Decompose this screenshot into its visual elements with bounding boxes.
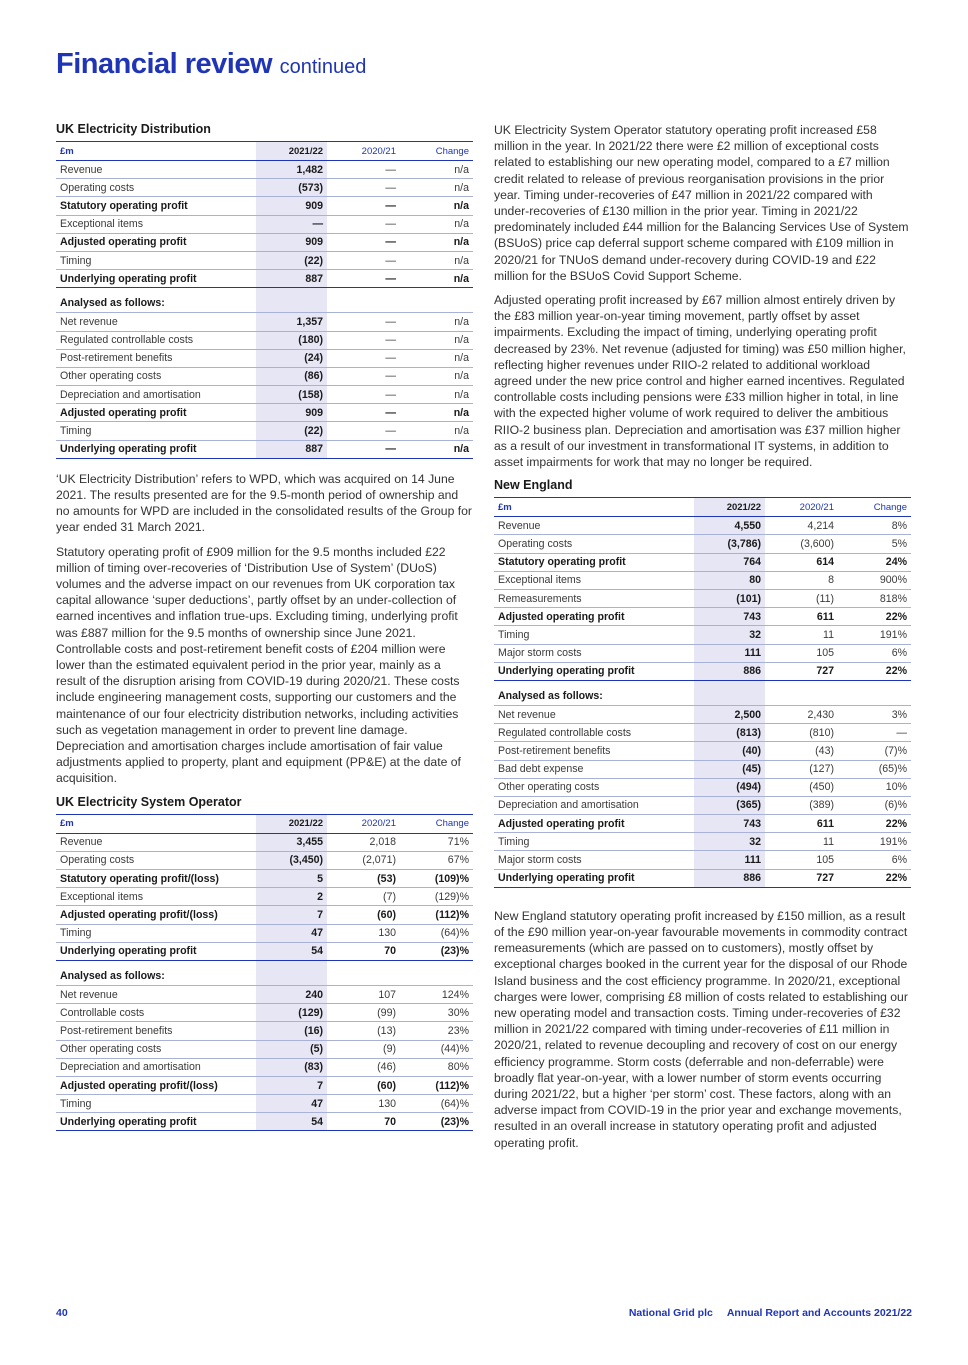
value-2021-22: 1,357	[256, 313, 327, 331]
value-2021-22: 887	[256, 270, 327, 288]
value-2021-22: 1,482	[256, 161, 327, 179]
table-row	[494, 553, 911, 571]
row-label: Regulated controllable costs	[494, 724, 694, 742]
row-label: Operating costs	[56, 851, 256, 869]
value-2020-21: 105	[765, 851, 838, 869]
value-2021-22: (83)	[256, 1058, 327, 1076]
table-row	[494, 644, 911, 662]
row-label: Net revenue	[56, 313, 256, 331]
table-row	[494, 869, 911, 887]
table-row	[56, 313, 473, 331]
table-row	[56, 1095, 473, 1113]
value-2020-21: 611	[765, 815, 838, 833]
value-2021-22: 764	[694, 553, 765, 571]
ukeso-table	[56, 814, 473, 1132]
left-column	[56, 122, 473, 1131]
section-row	[56, 960, 473, 985]
page-subtitle: continued	[279, 56, 367, 78]
table-row	[56, 349, 473, 367]
table-row	[56, 367, 473, 385]
value-2021-22: (3,450)	[256, 851, 327, 869]
value-2020-21: (53)	[327, 870, 400, 888]
table-row	[494, 608, 911, 626]
page-number: 40	[56, 1307, 68, 1319]
value-change: 191%	[838, 833, 911, 851]
table-row	[494, 535, 911, 553]
value-2020-21: —	[327, 161, 400, 179]
uked-table	[56, 141, 473, 459]
section-spacer	[400, 960, 473, 985]
value-change: n/a	[400, 197, 473, 215]
value-change: (7)%	[838, 742, 911, 760]
value-2020-21: —	[327, 233, 400, 251]
row-label: Timing	[56, 1095, 256, 1113]
value-2020-21: (13)	[327, 1022, 400, 1040]
table-row	[494, 626, 911, 644]
value-2020-21: (7)	[327, 888, 400, 906]
value-change: 6%	[838, 851, 911, 869]
row-label: Operating costs	[56, 179, 256, 197]
table-row	[56, 386, 473, 404]
table-row	[494, 833, 911, 851]
value-change: 71%	[400, 833, 473, 851]
col-header-label: £m	[56, 814, 256, 833]
value-2021-22: (5)	[256, 1040, 327, 1058]
value-2021-22: 111	[694, 644, 765, 662]
value-change: n/a	[400, 386, 473, 404]
value-2020-21: (389)	[765, 796, 838, 814]
row-label: Revenue	[56, 161, 256, 179]
col-header-change: Change	[838, 498, 911, 517]
value-2021-22: 887	[256, 440, 327, 458]
value-2021-22: 54	[256, 942, 327, 960]
row-label: Timing	[494, 833, 694, 851]
value-change: n/a	[400, 404, 473, 422]
section-row	[494, 680, 911, 705]
value-2021-22: 2	[256, 888, 327, 906]
ne-para-1: New England statutory operating profit increased by £150 million, as a result of the £90 million year-on-year favourable movements in commodity contract remeasurements (which are passed on to customers), mostly offset by exceptional charges booked in the current year for the disposal of our Rhode Island business and the cost efficiency programme. In 2020/21, exceptional charges were lower, comprising £8 million of costs related to establishing our new operating model and transaction costs. Timing under-recoveries of £32 million in 2021/22 compared with timing under-recoveries of £11 million in 2020/21, related to revenue decoupling and recovery of cost on our energy efficiency programme. Storm costs (deferrable and non-deferrable) were broadly flat year-on-year, with a lower number of storm events occurring during 2021/22, but a higher ‘per storm’ cost. These factors, along with an adverse impact from COVID-19 in the prior year and exchange movements, resulted in an overall increase in statutory operating profit and adjusted operating profit.	[494, 908, 908, 1150]
value-2020-21: 11	[765, 626, 838, 644]
value-2021-22: 111	[694, 851, 765, 869]
value-change: —	[838, 724, 911, 742]
table-row	[56, 440, 473, 458]
value-2020-21: —	[327, 197, 400, 215]
value-2020-21: —	[327, 215, 400, 233]
value-change: (112)%	[400, 1076, 473, 1094]
row-label: Depreciation and amortisation	[494, 796, 694, 814]
row-label: Remeasurements	[494, 590, 694, 608]
col-header-current: 2021/22	[256, 142, 327, 161]
value-2021-22: (40)	[694, 742, 765, 760]
value-2021-22: —	[256, 215, 327, 233]
value-change: (44)%	[400, 1040, 473, 1058]
table-row	[56, 1022, 473, 1040]
value-change: 67%	[400, 851, 473, 869]
value-2021-22: 909	[256, 233, 327, 251]
col-header-prior: 2020/21	[327, 142, 400, 161]
value-change: n/a	[400, 331, 473, 349]
value-2021-22: (129)	[256, 1004, 327, 1022]
value-change: 22%	[838, 869, 911, 887]
row-label: Bad debt expense	[494, 760, 694, 778]
section-spacer	[694, 680, 765, 705]
value-2021-22: (101)	[694, 590, 765, 608]
section-spacer	[256, 960, 327, 985]
table-row	[56, 1113, 473, 1131]
row-label: Net revenue	[56, 985, 256, 1003]
section-spacer	[327, 288, 400, 313]
row-label: Underlying operating profit	[494, 662, 694, 680]
value-2021-22: 743	[694, 608, 765, 626]
row-label: Underlying operating profit	[56, 440, 256, 458]
value-2020-21: 130	[327, 1095, 400, 1113]
value-2020-21: (450)	[765, 778, 838, 796]
value-2021-22: 7	[256, 1076, 327, 1094]
value-2020-21: 2,430	[765, 705, 838, 723]
row-label: Major storm costs	[494, 644, 694, 662]
table-row	[56, 924, 473, 942]
table-header-row	[494, 498, 911, 517]
value-2020-21: —	[327, 251, 400, 269]
value-2021-22: (86)	[256, 367, 327, 385]
row-label: Underlying operating profit	[56, 270, 256, 288]
value-2020-21: —	[327, 404, 400, 422]
value-2021-22: 7	[256, 906, 327, 924]
value-2021-22: (158)	[256, 386, 327, 404]
value-2020-21: 107	[327, 985, 400, 1003]
value-2020-21: (810)	[765, 724, 838, 742]
table-row	[494, 760, 911, 778]
table-row	[494, 590, 911, 608]
value-2021-22: 886	[694, 869, 765, 887]
row-label: Regulated controllable costs	[56, 331, 256, 349]
row-label: Net revenue	[494, 705, 694, 723]
value-2020-21: 2,018	[327, 833, 400, 851]
table-row	[56, 270, 473, 288]
value-change: 900%	[838, 571, 911, 589]
table-row	[56, 1004, 473, 1022]
row-label: Exceptional items	[56, 215, 256, 233]
value-change: (23)%	[400, 942, 473, 960]
table-header-row	[56, 142, 473, 161]
row-label: Underlying operating profit	[56, 1113, 256, 1131]
value-change: n/a	[400, 349, 473, 367]
value-2021-22: 80	[694, 571, 765, 589]
value-2021-22: 909	[256, 404, 327, 422]
value-2020-21: (46)	[327, 1058, 400, 1076]
table-row	[494, 517, 911, 535]
row-label: Other operating costs	[56, 1040, 256, 1058]
value-2021-22: (813)	[694, 724, 765, 742]
row-label: Exceptional items	[56, 888, 256, 906]
value-2021-22: 32	[694, 626, 765, 644]
value-2021-22: (573)	[256, 179, 327, 197]
value-2020-21: 4,214	[765, 517, 838, 535]
table-row	[56, 1040, 473, 1058]
value-change: n/a	[400, 270, 473, 288]
value-2020-21: (99)	[327, 1004, 400, 1022]
value-2021-22: 3,455	[256, 833, 327, 851]
value-2020-21: —	[327, 349, 400, 367]
value-change: n/a	[400, 367, 473, 385]
row-label: Depreciation and amortisation	[56, 386, 256, 404]
value-change: n/a	[400, 233, 473, 251]
row-label: Timing	[56, 924, 256, 942]
value-2020-21: (11)	[765, 590, 838, 608]
row-label: Controllable costs	[56, 1004, 256, 1022]
row-label: Post-retirement benefits	[494, 742, 694, 760]
right-column	[494, 122, 911, 1159]
row-label: Timing	[56, 251, 256, 269]
value-2020-21: 614	[765, 553, 838, 571]
uked-title: UK Electricity Distribution	[56, 122, 211, 136]
section-label: Analysed as follows:	[56, 960, 256, 985]
uked-para-1: ‘UK Electricity Distribution’ refers to WPD, which was acquired on 14 June 2021. The results presented are for the 9.5-month period of ownership and no amounts for WPD are included in the consolidated results of the Group for year ended 31 March 2021.	[56, 471, 472, 535]
section-label: Analysed as follows:	[494, 680, 694, 705]
value-2021-22: (22)	[256, 251, 327, 269]
table-row	[56, 888, 473, 906]
ukeso-title: UK Electricity System Operator	[56, 794, 242, 809]
row-label: Other operating costs	[56, 367, 256, 385]
value-2021-22: 47	[256, 924, 327, 942]
value-2020-21: (43)	[765, 742, 838, 760]
table-row	[56, 906, 473, 924]
table-row	[56, 215, 473, 233]
value-2020-21: 11	[765, 833, 838, 851]
section-spacer	[327, 960, 400, 985]
row-label: Exceptional items	[494, 571, 694, 589]
col-header-change: Change	[400, 142, 473, 161]
value-change: (112)%	[400, 906, 473, 924]
value-2020-21: 727	[765, 662, 838, 680]
value-change: (64)%	[400, 1095, 473, 1113]
value-2020-21: —	[327, 313, 400, 331]
value-change: n/a	[400, 313, 473, 331]
value-change: 22%	[838, 662, 911, 680]
table-row	[56, 870, 473, 888]
row-label: Statutory operating profit	[56, 197, 256, 215]
value-change: (64)%	[400, 924, 473, 942]
value-2020-21: 70	[327, 942, 400, 960]
row-label: Post-retirement benefits	[56, 1022, 256, 1040]
value-change: 3%	[838, 705, 911, 723]
col-header-change: Change	[400, 814, 473, 833]
table-row	[494, 662, 911, 680]
value-2020-21: 8	[765, 571, 838, 589]
value-2021-22: (45)	[694, 760, 765, 778]
value-2020-21: (127)	[765, 760, 838, 778]
value-2020-21: —	[327, 270, 400, 288]
value-change: 10%	[838, 778, 911, 796]
table-row	[56, 942, 473, 960]
value-change: 818%	[838, 590, 911, 608]
value-2020-21: —	[327, 331, 400, 349]
table-row	[56, 404, 473, 422]
section-spacer	[256, 288, 327, 313]
value-change: 6%	[838, 644, 911, 662]
value-2021-22: 47	[256, 1095, 327, 1113]
value-change: 124%	[400, 985, 473, 1003]
value-2021-22: 32	[694, 833, 765, 851]
value-2020-21: (60)	[327, 906, 400, 924]
section-spacer	[765, 680, 838, 705]
row-label: Major storm costs	[494, 851, 694, 869]
col-header-prior: 2020/21	[327, 814, 400, 833]
value-2021-22: (16)	[256, 1022, 327, 1040]
value-2021-22: (180)	[256, 331, 327, 349]
table-row	[494, 742, 911, 760]
value-2021-22: 2,500	[694, 705, 765, 723]
value-2021-22: 4,550	[694, 517, 765, 535]
value-change: n/a	[400, 422, 473, 440]
table-row	[56, 1076, 473, 1094]
page-title: Financial review continued	[56, 48, 367, 80]
ukeso-para-2: Adjusted operating profit increased by £67 million almost entirely driven by the £83 million year-on-year timing movement, partly offset by asset impairments. Excluding the impact of timing, underlying operating profit decreased by 23%. Net revenue (adjusted for timing) was £50 million higher, reflecting higher revenues under RIIO-2 related to additional workload agreed under the new price control and higher earned incentives. Regulated controllable costs including pensions were £33 million higher in total, in line with the expected higher volume of work required to deliver the ambitious RIIO-2 business plan. Depreciation and amortisation was £37 million higher as a result of our investment in transformational IT systems, in addition to asset impairments for work that may no longer be required.	[494, 293, 906, 470]
row-label: Other operating costs	[494, 778, 694, 796]
value-2021-22: 54	[256, 1113, 327, 1131]
value-2021-22: 240	[256, 985, 327, 1003]
table-header-row	[56, 814, 473, 833]
section-row	[56, 288, 473, 313]
table-row	[56, 161, 473, 179]
value-change: (109)%	[400, 870, 473, 888]
uked-para-2: Statutory operating profit of £909 million for the 9.5 months included £22 million of timing over-recoveries of ‘Distribution Use of System’ (DUoS) volumes and the adverse impact on our revenues from UK corporation tax capital allowance ‘super deductions’, partly offset by an under-collection of earned incentives and inflation true-ups. Excluding timing, underlying profit was £887 million for the 9.5 months of ownership since June 2021. Controllable costs and post-retirement benefit costs of £204 million were lower than the estimated equivalent period in the prior year, mainly as a result of the disruption arising from COVID-19 during 2020/21. These costs include engineering management costs, supporting our customers and the maintenance of our four electricity distribution networks, including activities such as vegetation management in order to prevent line damage. Depreciation and amortisation charges include amortisation of fair value adjustments applied to property, plant and equipment (PP&E) at the date of acquisition.	[56, 544, 461, 786]
value-change: 23%	[400, 1022, 473, 1040]
footer-report	[629, 1307, 912, 1319]
col-header-current: 2021/22	[256, 814, 327, 833]
row-label: Adjusted operating profit	[56, 233, 256, 251]
table-row	[494, 724, 911, 742]
value-2021-22: (3,786)	[694, 535, 765, 553]
table-row	[56, 1058, 473, 1076]
row-label: Underlying operating profit	[56, 942, 256, 960]
table-row	[494, 571, 911, 589]
value-change: (129)%	[400, 888, 473, 906]
col-header-label: £m	[494, 498, 694, 517]
value-2021-22: 743	[694, 815, 765, 833]
value-2020-21: (9)	[327, 1040, 400, 1058]
value-2020-21: —	[327, 179, 400, 197]
value-change: (65)%	[838, 760, 911, 778]
value-2021-22: 886	[694, 662, 765, 680]
value-change: (6)%	[838, 796, 911, 814]
value-change: 8%	[838, 517, 911, 535]
section-label: Analysed as follows:	[56, 288, 256, 313]
row-label: Adjusted operating profit	[494, 815, 694, 833]
value-2020-21: (2,071)	[327, 851, 400, 869]
table-row	[494, 815, 911, 833]
table-row	[56, 851, 473, 869]
row-label: Depreciation and amortisation	[56, 1058, 256, 1076]
value-change: n/a	[400, 440, 473, 458]
col-header-prior: 2020/21	[765, 498, 838, 517]
value-change: 80%	[400, 1058, 473, 1076]
value-change: 5%	[838, 535, 911, 553]
value-2020-21: 611	[765, 608, 838, 626]
row-label: Operating costs	[494, 535, 694, 553]
row-label: Timing	[56, 422, 256, 440]
value-2020-21: 727	[765, 869, 838, 887]
row-label: Statutory operating profit/(loss)	[56, 870, 256, 888]
row-label: Underlying operating profit	[494, 869, 694, 887]
col-header-label: £m	[56, 142, 256, 161]
value-2021-22: (494)	[694, 778, 765, 796]
footer-company: National Grid plc	[628, 1307, 713, 1319]
table-row	[494, 705, 911, 723]
row-label: Revenue	[56, 833, 256, 851]
ne-table	[494, 497, 911, 888]
row-label: Post-retirement benefits	[56, 349, 256, 367]
table-row	[56, 833, 473, 851]
table-row	[56, 985, 473, 1003]
table-row	[494, 851, 911, 869]
value-2020-21: —	[327, 367, 400, 385]
value-2021-22: (22)	[256, 422, 327, 440]
value-2020-21: —	[327, 440, 400, 458]
row-label: Adjusted operating profit/(loss)	[56, 1076, 256, 1094]
value-change: 191%	[838, 626, 911, 644]
value-2020-21: 105	[765, 644, 838, 662]
section-spacer	[400, 288, 473, 313]
value-change: (23)%	[400, 1113, 473, 1131]
value-change: n/a	[400, 179, 473, 197]
value-change: n/a	[400, 161, 473, 179]
table-row	[494, 778, 911, 796]
table-row	[56, 179, 473, 197]
value-change: n/a	[400, 251, 473, 269]
value-2021-22: (365)	[694, 796, 765, 814]
ne-title: New England	[494, 478, 573, 493]
table-row	[56, 331, 473, 349]
row-label: Statutory operating profit	[494, 553, 694, 571]
value-2020-21: (3,600)	[765, 535, 838, 553]
value-change: 22%	[838, 815, 911, 833]
table-row	[56, 422, 473, 440]
value-2020-21: —	[327, 386, 400, 404]
table-row	[494, 796, 911, 814]
section-spacer	[838, 680, 911, 705]
row-label: Adjusted operating profit/(loss)	[56, 906, 256, 924]
row-label: Adjusted operating profit	[56, 404, 256, 422]
ukeso-para-1: UK Electricity System Operator statutory operating profit increased £58 million in the year. In 2021/22 there were £2 million of exceptional costs related to establishing our new operating model, compared to a £7 million credit related to release of previous reorganisation provisions in the prior year. Timing under-recoveries of £47 million in 2021/22 compared with under-recoveries of £130 million in the prior year. Timing in 2021/22 predominately included £44 million for the Balancing Services Use of System (BSUoS) price cap deferral support scheme compared with £109 million in 2020/21 for TNUoS demand under-recovery during COVID-19 and £22 million for the BSUoS Covid Support Scheme.	[494, 123, 909, 283]
col-header-current: 2021/22	[694, 498, 765, 517]
value-2021-22: (24)	[256, 349, 327, 367]
row-label: Revenue	[494, 517, 694, 535]
table-row	[56, 233, 473, 251]
value-2021-22: 909	[256, 197, 327, 215]
value-2020-21: 70	[327, 1113, 400, 1131]
value-2021-22: 5	[256, 870, 327, 888]
value-2020-21: —	[327, 422, 400, 440]
table-row	[56, 197, 473, 215]
row-label: Adjusted operating profit	[494, 608, 694, 626]
value-2020-21: 130	[327, 924, 400, 942]
value-change: 24%	[838, 553, 911, 571]
row-label: Timing	[494, 626, 694, 644]
value-change: n/a	[400, 215, 473, 233]
table-row	[56, 251, 473, 269]
value-change: 30%	[400, 1004, 473, 1022]
value-2020-21: (60)	[327, 1076, 400, 1094]
value-change: 22%	[838, 608, 911, 626]
footer-report-title: Annual Report and Accounts 2021/22	[726, 1307, 912, 1319]
